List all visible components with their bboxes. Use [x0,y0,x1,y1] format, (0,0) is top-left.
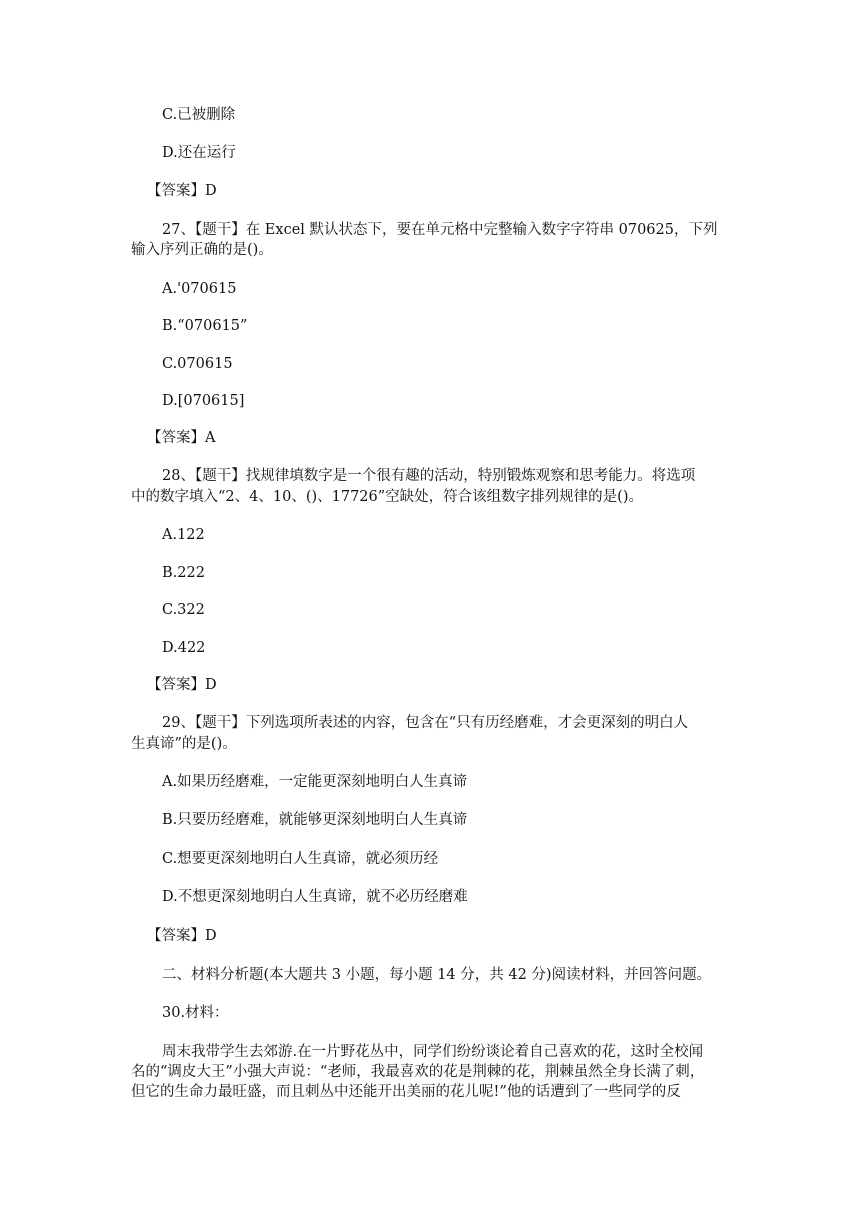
option-a-q27: A.'070615 [162,281,237,297]
answer-q29: 【答案】D [147,928,217,944]
question-29-line1: 29、【题干】下列选项所表述的内容，包含在“只有历经磨难，才会更深刻的明白人 [162,715,689,731]
material-30-label: 30.材料： [162,1005,229,1021]
question-27-line1: 27、【题干】在 Excel 默认状态下，要在单元格中完整输入数字字符串 070625，下列 [162,222,718,238]
option-d-q26: D.还在运行 [162,145,236,161]
section-heading: 二、材料分析题(本大题共 3 小题，每小题 14 分，共 42 分)阅读材料，并回答问题。 [162,967,712,983]
option-b-q27: B.“070615” [162,318,248,334]
material-para-line2: 名的“调皮大王”小强大声说：“老师，我最喜欢的花是荆棘的花，荆棘虽然全身长满了刺， [131,1064,705,1080]
question-28-line1: 28、【题干】找规律填数字是一个很有趣的活动，特别锻炼观察和思考能力。将选项 [162,468,696,484]
option-a-q28: A.122 [162,527,205,543]
option-c-q28: C.322 [162,602,205,618]
answer-q26: 【答案】D [147,183,217,199]
material-para-line1: 周末我带学生去郊游.在一片野花丛中，同学们纷纷谈论着自己喜欢的花，这时全校闻 [162,1044,704,1060]
option-a-q29: A.如果历经磨难，一定能更深刻地明白人生真谛 [162,774,468,790]
answer-q28: 【答案】D [147,677,217,693]
answer-q27: 【答案】A [147,430,216,446]
option-d-q27: D.[070615] [162,393,245,409]
option-c-q27: C.070615 [162,356,233,372]
question-28-line2: 中的数字填入“2、4、10、()、17726”空缺处，符合该组数字排列规律的是()。 [131,489,643,505]
option-c-q29: C.想要更深刻地明白人生真谛，就必须历经 [162,851,439,867]
option-c-q26: C.已被删除 [162,107,236,123]
question-27-line2: 输入序列正确的是()。 [131,242,273,258]
option-b-q29: B.只要历经磨难，就能够更深刻地明白人生真谛 [162,812,468,828]
question-29-line2: 生真谛”的是()。 [131,736,237,752]
option-d-q28: D.422 [162,640,206,656]
option-d-q29: D.不想更深刻地明白人生真谛，就不必历经磨难 [162,889,468,905]
material-para-line3: 但它的生命力最旺盛，而且刺丛中还能开出美丽的花儿呢!”他的话遭到了一些同学的反 [131,1084,681,1100]
option-b-q28: B.222 [162,565,205,581]
